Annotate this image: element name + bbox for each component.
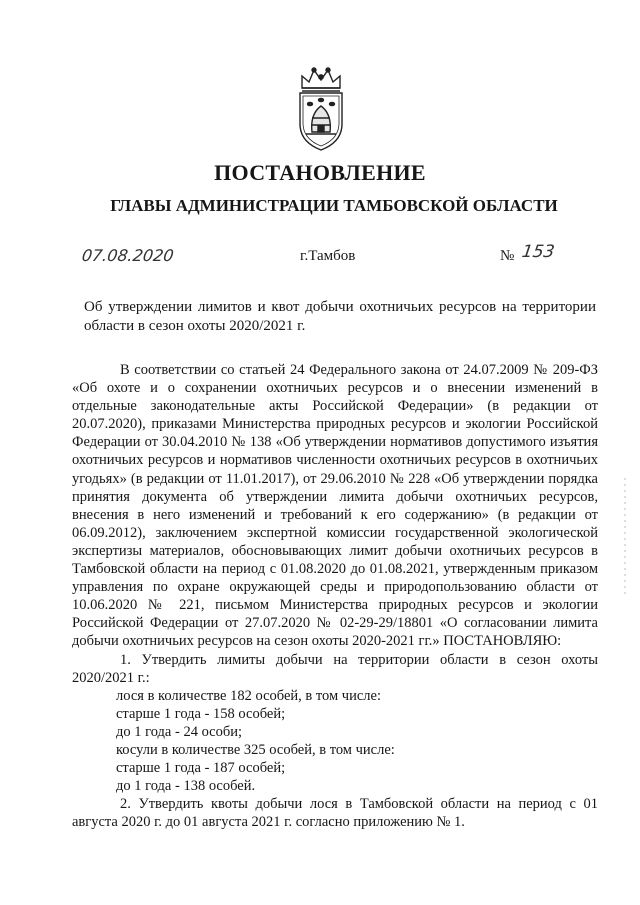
- tambov-coat-of-arms-icon: [292, 62, 350, 154]
- document-subject: Об утверждении лимитов и квот добычи охотничьих ресурсов на территории области в сезон охоты 2020/2021 г.: [84, 299, 596, 334]
- handwritten-date: 07.08.2020: [80, 246, 175, 265]
- handwritten-number: 153: [520, 242, 556, 262]
- limit-line: старше 1 года - 187 особей;: [116, 760, 286, 777]
- document-body: [72, 361, 598, 831]
- preamble-paragraph: В соответствии со статьей 24 Федерального закона от 24.07.2009 № 209-ФЗ «Об охоте и о сохранении охотничьих ресурсов и о внесении изменений в отдельные законодательные акты Российской Федерации» (в редакции от 20.07.2020), приказами Министерства природных ресурсов и экологии Российской Федерации от 30.04.2010 № 138 «Об утверждении нормативов допустимого изъятия охотничьих ресурсов и нормативов численности охотничьих ресурсов в охотничьих угодьях» (в редакции от 11.01.2017), от 29.06.2010 № 228 «Об утверждении порядка принятия документа об утверждении лимита добычи охотничьих ресурсов, внесения в него изменений и требований к его содержанию» (в редакции от 06.09.2012), заключением экспертной комиссии государственной экологической экспертизы материалов, обосновывающих лимит добычи охотничьих ресурсов в Тамбовской области на период с 01.08.2020 до 01.08.2021, утвержденным приказом управления по охране окружающей среды и природопользованию области от 10.06.2020 № 221, письмом Министерства природных ресурсов и экологии Российской Федерации от 27.07.2020 № 02-29-29/18801 «О согласовании лимита добычи охотничьих ресурсов на сезон охоты 2020-2021 гг.» ПОСТАНОВЛЯЮ:: [72, 362, 598, 650]
- item-1: 1. Утвердить лимиты добычи на территории области в сезон охоты 2020/2021 г.:: [72, 651, 598, 686]
- document-title: ПОСТАНОВЛЕНИЕ: [214, 160, 426, 185]
- limit-line: старше 1 года - 158 особей;: [116, 705, 286, 722]
- limit-line: косули в количестве 325 особей, в том числе:: [116, 741, 395, 758]
- item-2: 2. Утвердить квоты добычи лося в Тамбовской области на период с 01 августа 2020 г. до 01 августа 2021 г. согласно приложению № 1.: [72, 796, 598, 831]
- limit-line: лося в количестве 182 особей, в том числе:: [116, 687, 381, 704]
- scan-artifact: [624, 478, 626, 598]
- limit-line: до 1 года - 24 особи;: [116, 723, 243, 740]
- limit-line: до 1 года - 138 особей.: [116, 778, 256, 795]
- city: г.Тамбов: [300, 248, 356, 264]
- number-sign: №: [500, 248, 515, 264]
- issuer-title: ГЛАВЫ АДМИНИСТРАЦИИ ТАМБОВСКОЙ ОБЛАСТИ: [110, 196, 558, 215]
